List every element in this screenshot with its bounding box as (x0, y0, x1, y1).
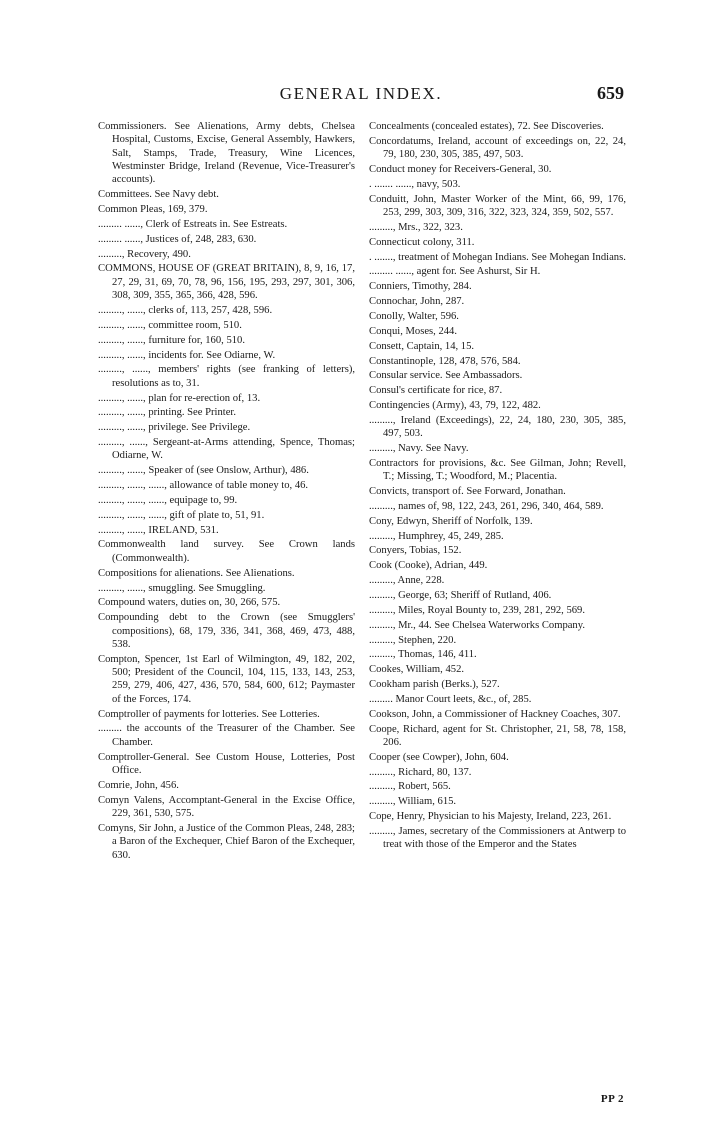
index-column-left (98, 120, 355, 863)
index-entry: Constantinople, 128, 478, 576, 584. (369, 355, 521, 367)
index-entry: ........., ......, printing. See Printer. (98, 407, 237, 419)
index-entry: ........., ......, IRELAND, 531. (98, 524, 219, 536)
page-header (0, 84, 722, 108)
index-entry: Conduitt, John, Master Worker of the Mint, 66, 99, 176, 253, 299, 303, 309, 316, 322, 323, 324, 359, 502, 557. (369, 193, 626, 219)
index-entry: ........., ......, ......, gift of plate to, 51, 91. (98, 509, 265, 521)
running-title: GENERAL INDEX. (279, 84, 443, 103)
index-entry: Cope, Henry, Physician to his Majesty, Ireland, 223, 261. (369, 811, 612, 823)
index-entry: ........., Humphrey, 45, 249, 285. (369, 530, 504, 542)
index-entry: Cooper (see Cowper), John, 604. (369, 751, 509, 763)
index-entry: ........., Anne, 228. (369, 575, 445, 587)
index-entry: Comptroller of payments for lotteries. See Lotteries. (98, 708, 320, 720)
index-entry: Concealments (concealed estates), 72. See Discoveries. (369, 121, 604, 132)
index-entry: Compositions for alienations. See Alienations. (98, 567, 295, 579)
signature-mark: PP 2 (600, 1093, 624, 1105)
index-entry: Commonwealth land survey. See Crown lands (Commonwealth). (98, 539, 355, 564)
index-entry: Compton, Spencer, 1st Earl of Wilmington, 49, 182, 202, 500; President of the Council, 104, 115, 133, 143, 253, 259, 279, 406, 427, 436, 570, 584, 600, 612; Paymaster of the Forces, 174. (98, 653, 355, 705)
index-entry: ........., ......, clerks of, 113, 257, 428, 596. (98, 304, 273, 316)
index-entry: Cookson, John, a Commissioner of Hackney Coaches, 307. (369, 708, 621, 720)
index-entry: Cookes, William, 452. (369, 664, 465, 676)
index-entry: ........., ......, incidents for. See Odiarne, W. (98, 349, 276, 361)
index-entry: ........., ......, privilege. See Privilege. (98, 422, 251, 434)
index-column-right (369, 120, 626, 853)
index-entry: ........., Stephen, 220. (369, 634, 457, 646)
index-entry: ........., Miles, Royal Bounty to, 239, 281, 292, 569. (369, 604, 585, 616)
index-entry: Cookham parish (Berks.), 527. (369, 679, 500, 691)
page-number: 659 (597, 83, 624, 103)
index-entry: Conolly, Walter, 596. (369, 310, 459, 322)
index-entry: Committees. See Navy debt. (98, 189, 219, 201)
index-entry: Cook (Cooke), Adrian, 449. (369, 560, 488, 572)
index-entry: ........., ......, plan for re-erection of, 13. (98, 392, 261, 404)
index-entry: ........., ......, committee room, 510. (98, 319, 242, 331)
index-entry: ........., Ireland (Exceedings), 22, 24, 180, 230, 305, 385, 497, 503. (369, 414, 626, 440)
index-entry: ........., ......, smuggling. See Smuggling. (98, 582, 266, 594)
index-entry: Consular service. See Ambassadors. (369, 370, 523, 382)
index-entry: ........., James, secretary of the Commissioners at Antwerp to treat with those of the Emperor and the States (369, 826, 626, 851)
index-entry: . ....... ......, navy, 503. (369, 178, 461, 190)
index-entry: ........., Thomas, 146, 411. (369, 649, 477, 661)
index-entry: ......... ......, agent for. See Ashurst, Sir H. (369, 266, 541, 278)
index-entry: ........., Mrs., 322, 323. (369, 221, 463, 233)
index-entry: ........., ......, Sergeant-at-Arms attending, Spence, Thomas; Odiarne, W. (98, 437, 355, 462)
index-entry: Conyers, Tobias, 152. (369, 545, 462, 557)
index-entry: Comyns, Sir John, a Justice of the Common Pleas, 248, 283; a Baron of the Exchequer, Chief Baron of the Exchequer, 630. (98, 822, 355, 861)
index-entry: ........., Richard, 80, 137. (369, 766, 472, 778)
index-entry: Comrie, John, 456. (98, 779, 179, 791)
index-entry: ........., Robert, 565. (369, 781, 451, 793)
index-entry: ......... Manor Court leets, &c., of, 285. (369, 693, 532, 705)
index-entry: ........., names of, 98, 122, 243, 261, 296, 340, 464, 589. (369, 500, 604, 512)
index-entry: ........., George, 63; Sheriff of Rutland, 406. (369, 590, 552, 601)
index-entry: Conduct money for Receivers-General, 30. (369, 164, 552, 176)
index-entry: ........., ......, furniture for, 160, 510. (98, 334, 245, 346)
index-entry: ......... ......, Justices of, 248, 283, 630. (98, 233, 257, 245)
index-entry: Compound waters, duties on, 30, 266, 575. (98, 597, 281, 609)
index-entry: Coope, Richard, agent for St. Christopher, 21, 58, 78, 158, 206. (369, 723, 626, 748)
index-entry: Connochar, John, 287. (369, 296, 465, 308)
index-entry: COMMONS, HOUSE OF (GREAT BRITAIN), 8, 9, 16, 17, 27, 29, 31, 69, 70, 78, 96, 156, 195, 293, 297, 301, 306, 308, 309, 355, 365, 366, 428, 596. (98, 263, 355, 302)
index-entry: Conqui, Moses, 244. (369, 325, 457, 337)
index-entry: Contractors for provisions, &c. See Gilman, John; Revell, T.; Missing, T.; Woodford, M.; Placentia. (369, 457, 626, 483)
index-entry: Conniers, Timothy, 284. (369, 281, 472, 293)
index-entry: Comyn Valens, Accomptant-General in the Excise Office, 229, 361, 530, 575. (98, 794, 355, 819)
index-entry: ........., William, 615. (369, 796, 457, 808)
index-entry: ........., Navy. See Navy. (369, 443, 469, 455)
index-entry: Contingencies (Army), 43, 79, 122, 482. (369, 400, 541, 412)
index-entry: ........., ......, ......, equipage to, 99. (98, 494, 238, 506)
index-entry: ........., ......, members' rights (see franking of letters), resolutions as to, 31. (98, 364, 355, 389)
index-entry: Consul's certificate for rice, 87. (369, 385, 503, 397)
index-entry: ........., Mr., 44. See Chelsea Waterworks Company. (369, 619, 585, 631)
index-entry: Compounding debt to the Crown (see Smugglers' compositions), 68, 179, 336, 341, 368, 469, 473, 488, 538. (98, 612, 355, 650)
index-entry: Common Pleas, 169, 379. (98, 204, 208, 216)
index-entry: ......... the accounts of the Treasurer of the Chamber. See Chamber. (98, 723, 355, 748)
index-entry: ........., ......, Speaker of (see Onslow, Arthur), 486. (98, 465, 309, 477)
index-entry: Concordatums, Ireland, account of exceedings on, 22, 24, 79, 180, 230, 305, 385, 497, 503. (369, 135, 626, 161)
index-entry: ........., ......, ......, allowance of table money to, 46. (98, 480, 309, 492)
index-entry: Commissioners. See Alienations, Army debts, Chelsea Hospital, Customs, Excise, General Assembly, Hawkers, Salt, Stamps, Trade, Treasury, Wine Licences, Westminster Bridge, Ireland (Revenue, Vice-Treasurer's accounts). (98, 121, 355, 186)
index-entry: ........., Recovery, 490. (98, 248, 191, 260)
index-entry: Cony, Edwyn, Sheriff of Norfolk, 139. (369, 515, 533, 527)
index-entry: Connecticut colony, 311. (369, 236, 475, 248)
index-entry: Consett, Captain, 14, 15. (369, 340, 475, 352)
index-entry: Comptroller-General. See Custom House, Lotteries, Post Office. (98, 751, 355, 776)
index-entry: . ......., treatment of Mohegan Indians. See Mohegan Indians. (369, 251, 626, 263)
index-entry: Convicts, transport of. See Forward, Jonathan. (369, 486, 566, 498)
index-entry: ......... ......, Clerk of Estreats in. See Estreats. (98, 218, 288, 230)
